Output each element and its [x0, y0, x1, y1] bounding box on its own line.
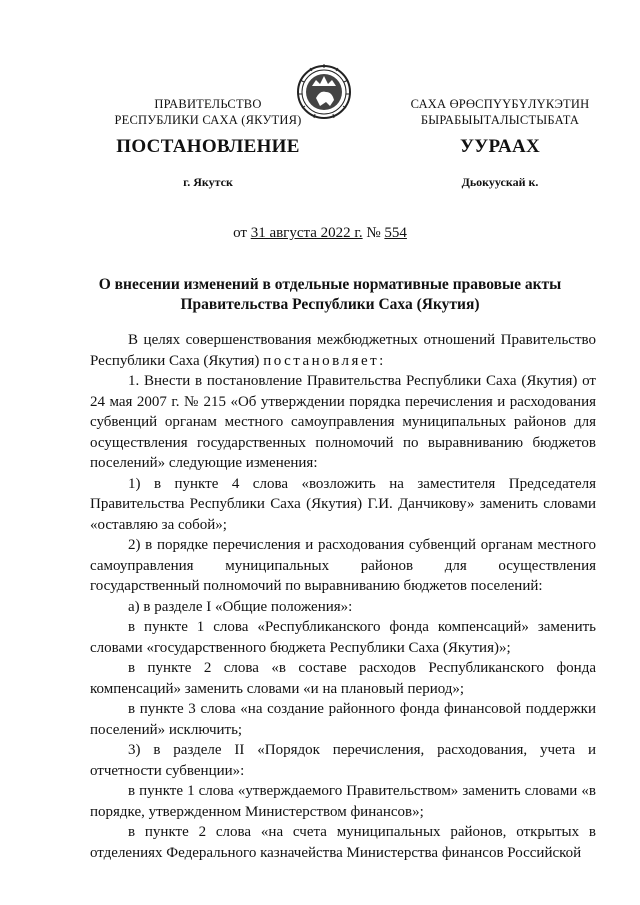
city-sakha: Дьокуускай к. — [461, 175, 539, 189]
header-left-line2: РЕСПУБЛИКИ САХА (ЯКУТИЯ) — [114, 113, 302, 127]
preamble-resolves: постановляет: — [263, 352, 386, 369]
date-line — [0, 225, 640, 242]
number-sign: № — [366, 225, 381, 241]
paragraph-preamble — [90, 330, 596, 371]
title-line2: Правительства Республики Саха (Якутия) — [180, 296, 480, 313]
header-right-line1: САХА ӨРӨСПҮҮБҮЛҮКЭТИН — [410, 97, 590, 111]
date-prefix: от — [233, 225, 247, 241]
doc-type-ru: ПОСТАНОВЛЕНИЕ — [116, 136, 300, 157]
header-right — [380, 96, 620, 128]
header-left — [88, 96, 328, 128]
paragraph-subitem-1: 1) в пункте 4 слова «возложить на заместителя Председателя Правительства Республики Саха (Якутия) Г.И. Данчикову» заменить словами «оставляю за собой»; — [90, 475, 596, 533]
decree-number: 554 — [384, 225, 407, 241]
doc-type-sakha: УУРААХ — [459, 136, 541, 157]
city-ru: г. Якутск — [183, 175, 233, 189]
title-line1: О внесении изменений в отдельные нормативные правовые акты — [98, 276, 562, 293]
paragraph-subitem-2: 2) в порядке перечисления и расходования субвенций органам местного самоуправления муниципальных районов для осуществления государственный полномочий по выравниванию бюджетов поселений: — [90, 537, 596, 594]
paragraph-subitem-3: 3) в разделе II «Порядок перечисления, расходования, учета и отчетности субвенции»: — [90, 742, 596, 779]
decree-date: 31 августа 2022 г. — [250, 225, 363, 241]
coat-of-arms-icon — [296, 62, 352, 122]
document-body — [90, 330, 596, 863]
paragraph-section2-point-2: в пункте 2 слова «на счета муниципальных районов, открытых в отделениях Федерального казначейства Министерства финансов Российской — [90, 824, 596, 861]
paragraph-section2-point-1: в пункте 1 слова «утверждаемого Правительством» заменить словами «в порядке, утвержденном Министерством финансов»; — [90, 783, 596, 820]
header-right-line2: БЫРАБЫЫТАЛЫСТЫБАТА — [420, 113, 580, 127]
paragraph-subitem-a: а) в разделе I «Общие положения»: — [128, 598, 353, 615]
paragraph-point-1: в пункте 1 слова «Республиканского фонда компенсаций» заменить словами «государственного бюджета Республики Саха (Якутия)»; — [90, 619, 596, 656]
document-title — [80, 275, 580, 315]
paragraph-item-1: 1. Внести в постановление Правительства Республики Саха (Якутия) от 24 мая 2007 г. № 215 «Об утверждении порядка перечисления и расходования субвенций органам местного самоуправления муниципальных районов для осуществления государственных полномочий по выравниванию бюджетов поселений» следующие изменения: — [90, 373, 596, 471]
paragraph-point-3: в пункте 3 слова «на создание районного фонда финансовой поддержки поселений» исключить; — [90, 701, 596, 738]
header-left-line1: ПРАВИТЕЛЬСТВО — [154, 97, 262, 111]
paragraph-point-2: в пункте 2 слова «в составе расходов Республиканского фонда компенсаций» заменить словами «и на плановый период»; — [90, 660, 596, 697]
preamble-text: В целях совершенствования межбюджетных отношений Правительство Республики Саха (Якутия) — [90, 332, 596, 369]
